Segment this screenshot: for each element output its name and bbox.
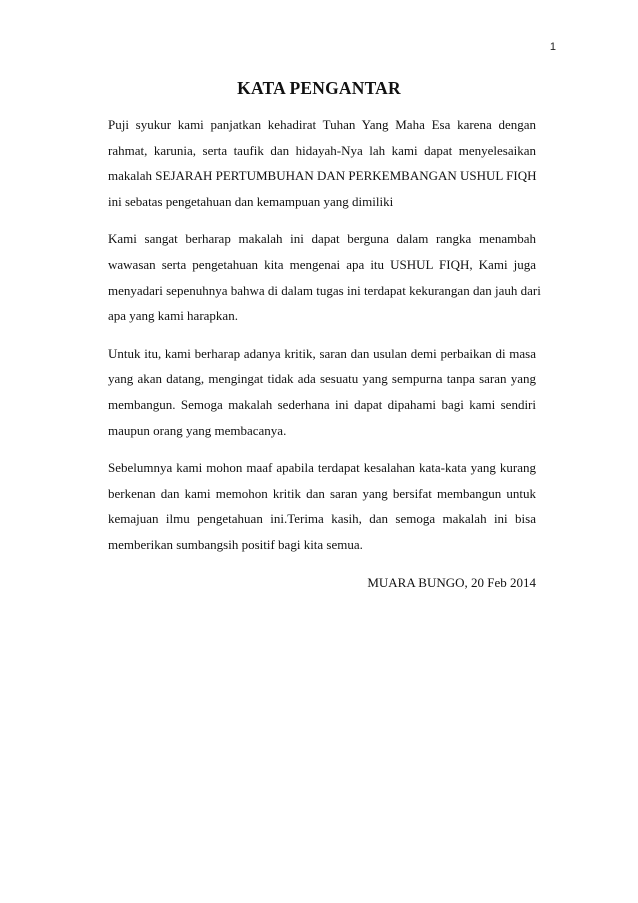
page-title: KATA PENGANTAR	[237, 78, 401, 98]
paragraph-line: kemajuan ilmu pengetahuan ini.Terima kasih, dan semoga makalah ini bisa	[108, 511, 536, 527]
paragraph-3	[108, 341, 536, 443]
paragraph-line: berkenan dan kami memohon kritik dan saran yang bersifat membangun untuk	[108, 485, 536, 501]
paragraph-line: menyadari sepenuhnya bahwa di dalam tugas ini terdapat kekurangan dan jauh dari	[108, 282, 541, 298]
paragraph-line: yang akan datang, mengingat tidak ada sesuatu yang sempurna tanpa saran yang	[108, 371, 536, 387]
paragraph-line: makalah SEJARAH PERTUMBUHAN DAN PERKEMBANGAN USHUL FIQH	[108, 168, 537, 184]
paragraph-line: Sebelumnya kami mohon maaf apabila terdapat kesalahan kata-kata yang kurang	[108, 460, 536, 476]
paragraph-line: Puji syukur kami panjatkan kehadirat Tuhan Yang Maha Esa karena dengan	[108, 117, 536, 132]
page-number: 1	[549, 41, 556, 53]
paragraph-line: Untuk itu, kami berharap adanya kritik, saran dan usulan demi perbaikan di masa	[108, 345, 536, 361]
paragraph-line: maupun orang yang membacanya.	[108, 422, 287, 438]
paragraph-2	[108, 226, 541, 328]
paragraph-line: rahmat, karunia, serta taufik dan hidayah-Nya lah kami dapat menyelesaikan	[108, 142, 536, 158]
paragraph-line: apa yang kami harapkan.	[108, 308, 238, 324]
paragraph-1	[108, 112, 536, 214]
paragraph-line: ini sebatas pengetahuan dan kemampuan yang dimiliki	[108, 193, 394, 209]
paragraph-4	[108, 455, 536, 557]
paragraph-line: Kami sangat berharap makalah ini dapat berguna dalam rangka menambah	[108, 231, 536, 247]
paragraph-line: memberikan sumbangsih positif bagi kita semua.	[108, 536, 363, 552]
signature-place-date: MUARA BUNGO, 20 Feb 2014	[367, 574, 536, 590]
document-body	[108, 112, 541, 595]
paragraph-line: membangun. Semoga makalah sederhana ini dapat dipahami bagi kami sendiri	[108, 396, 536, 412]
paragraph-line: wawasan serta pengetahuan kita mengenai apa itu USHUL FIQH, Kami juga	[108, 256, 536, 272]
